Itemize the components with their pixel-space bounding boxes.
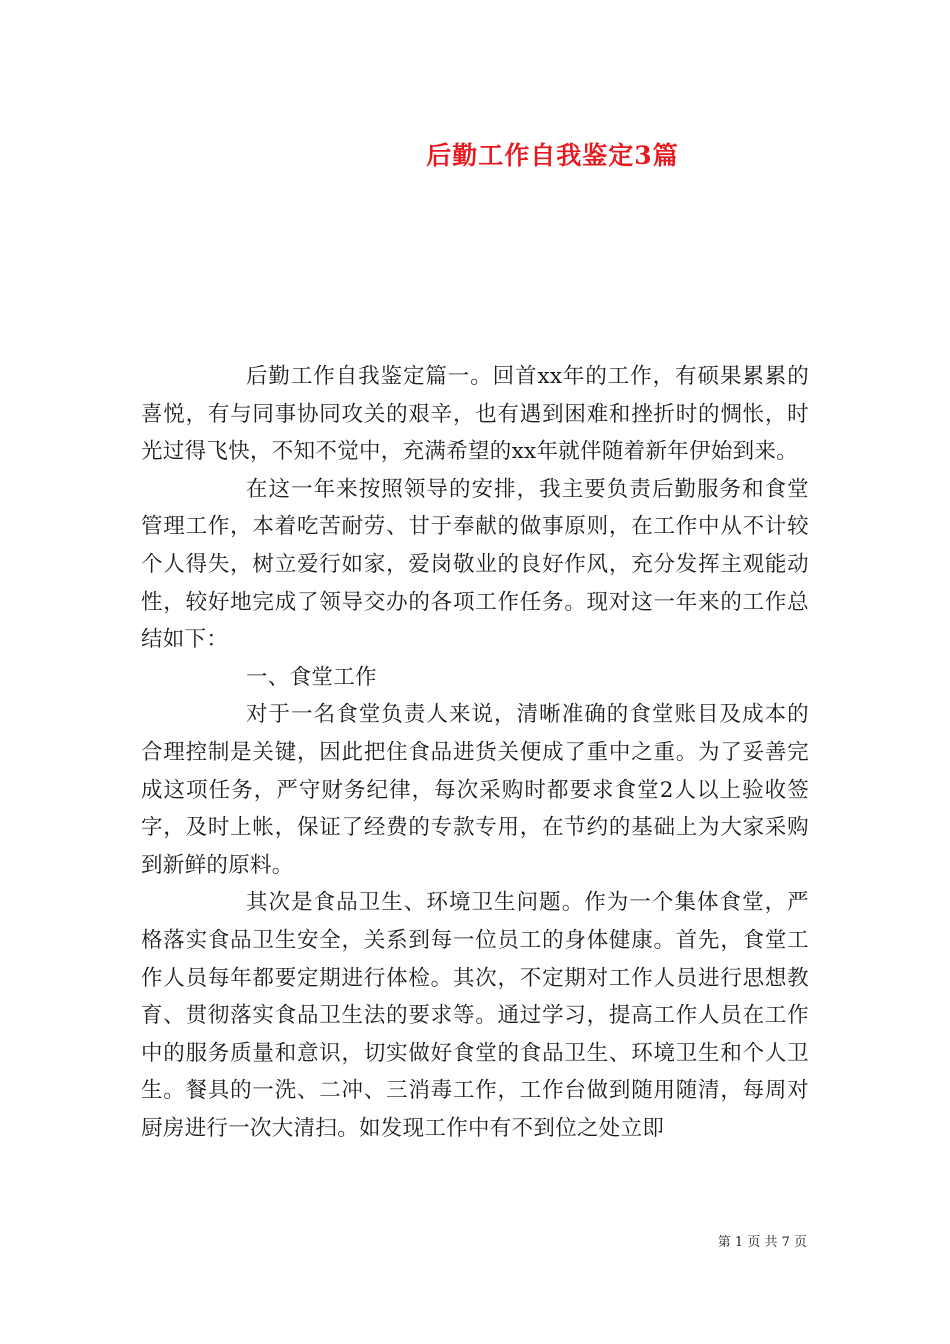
document-body: [141, 358, 809, 1147]
paragraph-hygiene: 其次是食品卫生、环境卫生问题。作为一个集体食堂，严格落实食品卫生安全，关系到每一位员工的身体健康。首先，食堂工作人员每年都要定期进行体检。其次，不定期对工作人员进行思想教育、贯彻落实食品卫生法的要求等。通过学习，提高工作人员在工作中的服务质量和意识，切实做好食堂的食品卫生、环境卫生和个人卫生。餐具的一洗、二冲、三消毒工作，工作台做到随用随清，每周对厨房进行一次大清扫。如发现工作中有不到位之处立即: [141, 890, 809, 1141]
section-heading-canteen: 一、食堂工作: [246, 664, 377, 690]
paragraph-intro: 后勤工作自我鉴定篇一。回首xx年的工作，有硕果累累的喜悦，有与同事协同攻关的艰辛，也有遇到困难和挫折时的惆怅，时光过得飞快，不知不觉中，充满希望的xx年就伴随着新年伊始到来。: [141, 364, 809, 465]
paragraph-purchasing: 对于一名食堂负责人来说，清晰准确的食堂账目及成本的合理控制是关键，因此把住食品进货关便成了重中之重。为了妥善完成这项任务，严守财务纪律，每次采购时都要求食堂2人以上验收签字，及时上帐，保证了经费的专款专用，在节约的基础上为大家采购到新鲜的原料。: [141, 702, 809, 878]
document-title: 后勤工作自我鉴定3篇: [426, 141, 679, 170]
paragraph-overview: 在这一年来按照领导的安排，我主要负责后勤服务和食堂管理工作，本着吃苦耐劳、甘于奉献的做事原则，在工作中从不计较个人得失，树立爱行如家，爱岗敬业的良好作风，充分发挥主观能动性，较好地完成了领导交办的各项工作任务。现对这一年来的工作总结如下：: [141, 476, 809, 653]
page-number-footer: 第 1 页 共 7 页: [717, 1235, 807, 1250]
